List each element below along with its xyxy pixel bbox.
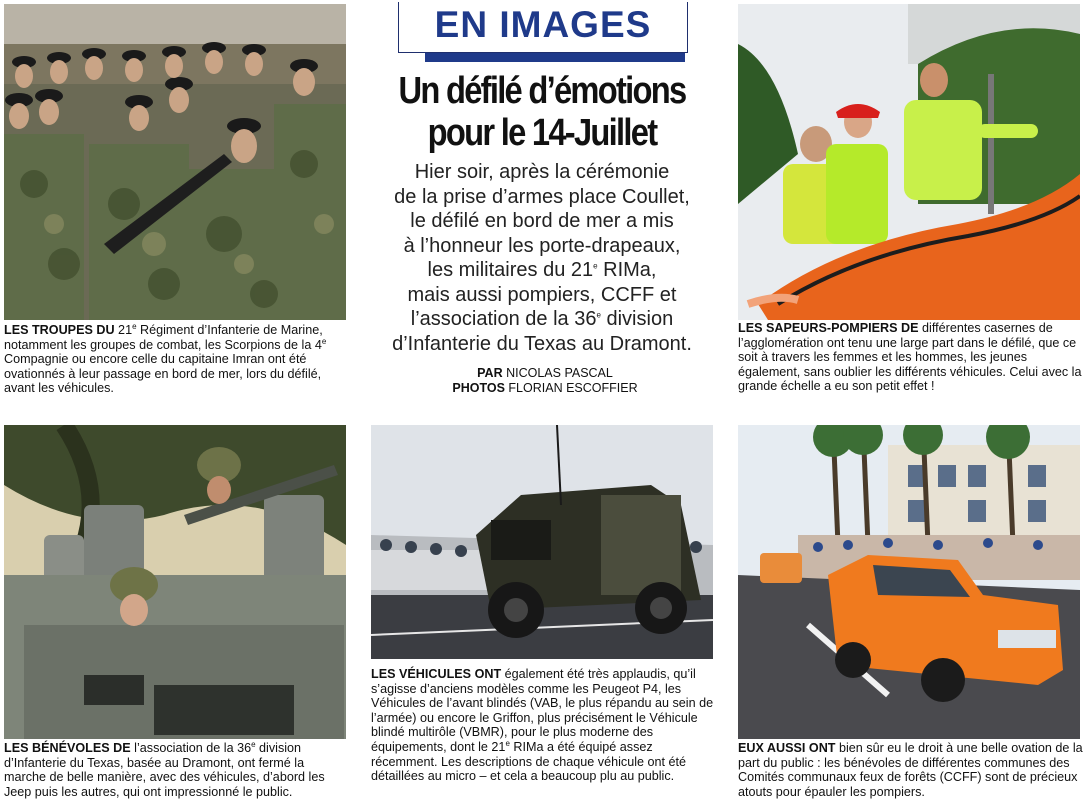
lead-paragraph: Hier soir, après la cérémonie de la prise d’armes place Coullet, le défilé en bord de mer a mis à l’honneur les porte-drapeaux, les militaires du 21e RIMa, mais aussi pompiers, CCFF et l’association de la 36e division d’Infanterie du Texas au Dramont.: [392, 161, 692, 355]
photo-troops: [4, 4, 346, 320]
kicker-rule: [425, 53, 685, 62]
caption-ccff: EUX AUSSI ONT bien sûr eu le droit à une belle ovation de la part du public : les bénévoles de différentes communes des Comités communaux feux de forêts (CCFF) sont de précieux atouts pour épauler les pompiers.: [738, 741, 1083, 799]
photo-armored-vehicle: [371, 425, 713, 659]
photo-ccff-pickup: [738, 425, 1080, 739]
caption-lead: LES TROUPES DU: [4, 323, 115, 337]
kicker-box: [398, 2, 688, 53]
photo-firefighters: [738, 4, 1080, 320]
headline: Un défilé d’émotions pour le 14-Juillet: [398, 70, 686, 154]
caption-lead: EUX AUSSI ONT: [738, 741, 836, 755]
caption-lead: LES VÉHICULES ONT: [371, 667, 502, 681]
caption-pompiers: LES SAPEURS-POMPIERS DE différentes casernes de l’agglomération ont tenu une large part dans le défilé, que ce soit à travers les femmes et les hommes, les jeunes également, sans oublier les différents véhicules. Celui avec la grande échelle a eu son petit effet !: [738, 321, 1082, 394]
caption-benevoles: LES BÉNÉVOLES DE l’association de la 36e division d’Infanterie du Texas, basée au Dramont, ont fermé la marche de belle manière, avec des véhicules, d’abord les Jeep puis les autres, qui ont impressionné le public.: [4, 739, 325, 799]
byline: PAR NICOLAS PASCAL PHOTOS FLORIAN ESCOFFIER: [452, 366, 638, 395]
photo-vintage-vehicle: [4, 425, 346, 739]
caption-vehicules: LES VÉHICULES ONT également été très applaudis, qu’il s’agisse d’anciens modèles comme les Peugeot P4, les Véhicules de l’avant blindés (VAB, le plus répandu au sein de l’armée) ou encore le Griffon, plus précisément le Véhicule blindé multirôle (VBMR), pour le plus moderne des équipements, dont le 21e RIMa a été équipé assez récemment. Les descriptions de chaque véhicule ont été détaillées au micro – et cela a beaucoup plu au public.: [371, 667, 714, 784]
caption-troupes: LES TROUPES DU 21e Régiment d’Infanterie de Marine, notamment les groupes de combat, les Scorpions de la 4e Compagnie ou encore celle du capitaine Imran ont été ovationnés à leur passage en bord de mer, lors du défilé, avant les véhicules.: [4, 321, 327, 396]
kicker-title: EN IMAGES: [434, 4, 652, 45]
caption-lead: LES SAPEURS-POMPIERS DE: [738, 321, 919, 335]
caption-lead: LES BÉNÉVOLES DE: [4, 741, 131, 755]
